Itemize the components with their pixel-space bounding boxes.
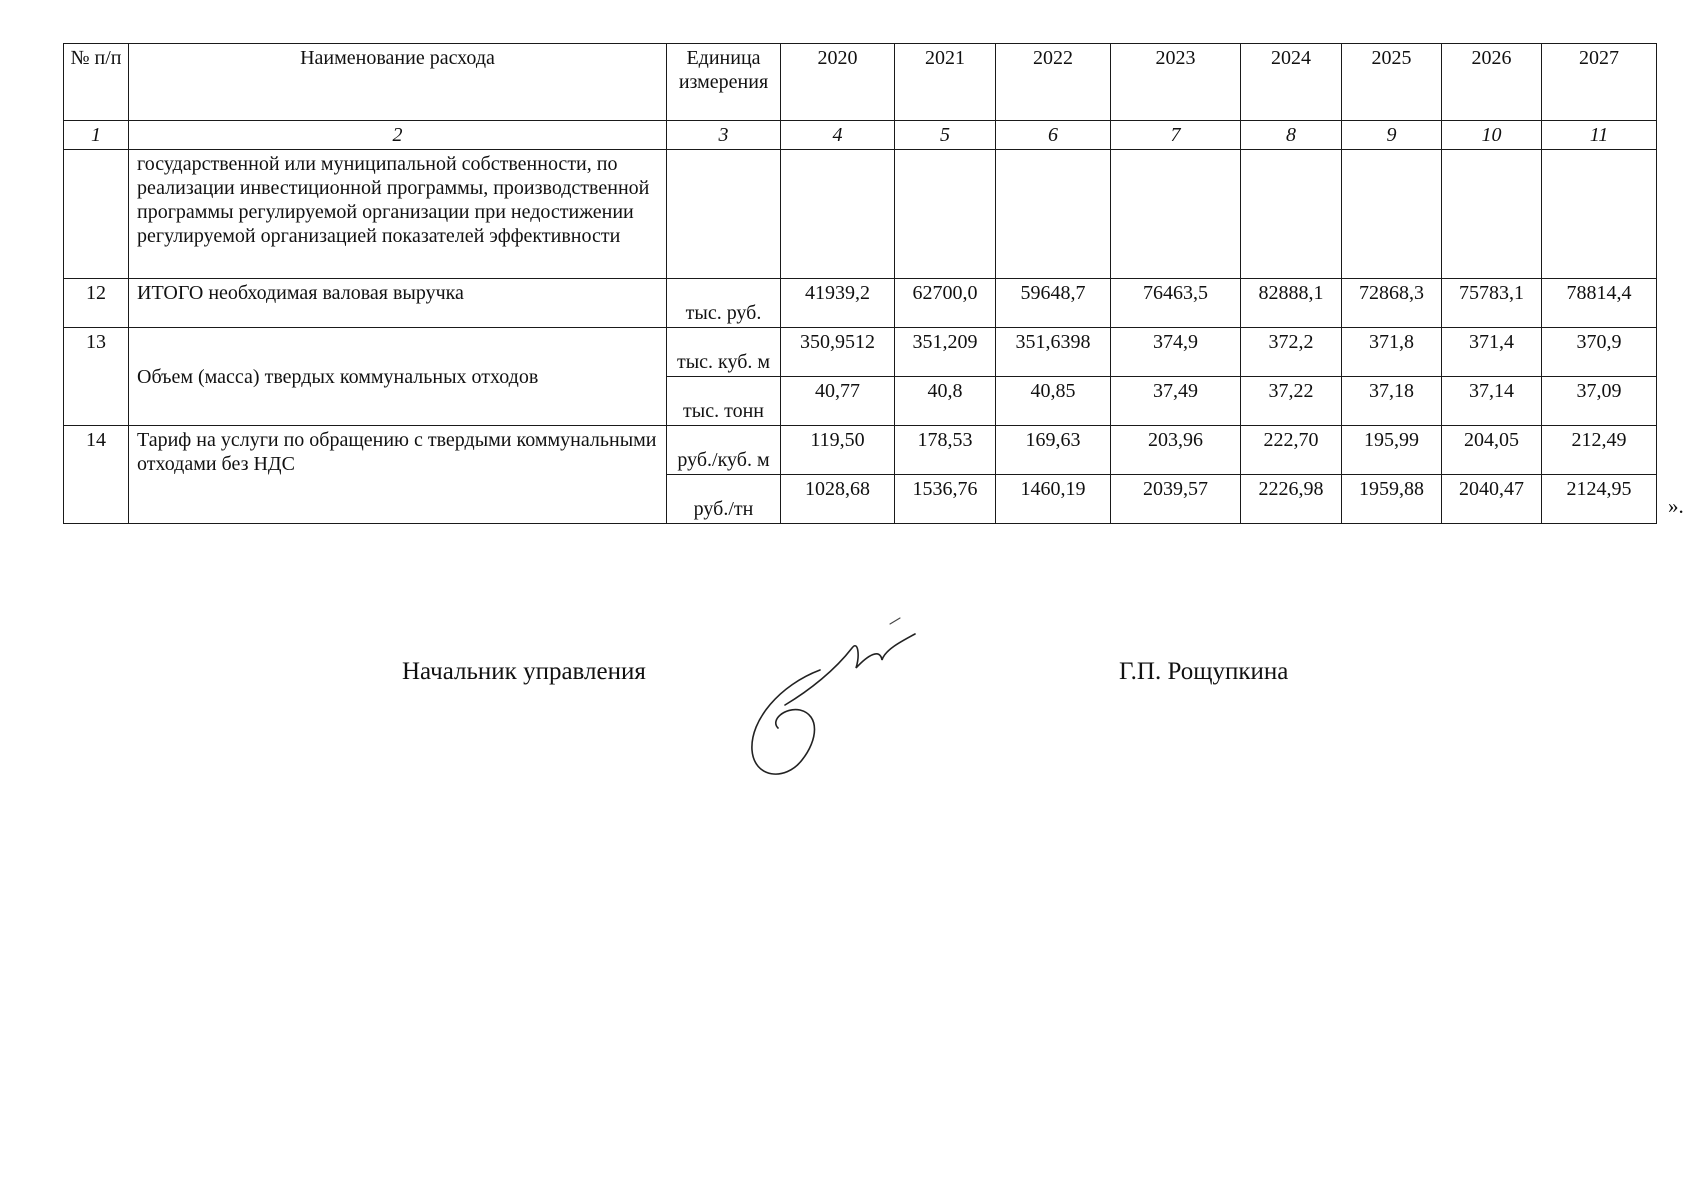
header-num: № п/п	[64, 44, 129, 121]
value-cell: 212,49	[1542, 426, 1657, 475]
header-year: 2022	[996, 44, 1111, 121]
row-unit: тыс. тонн	[667, 377, 781, 426]
value-cell: 37,14	[1442, 377, 1542, 426]
value-cell: 37,22	[1241, 377, 1342, 426]
row-num: 14	[64, 426, 129, 524]
column-number: 2	[129, 121, 667, 150]
value-cell: 178,53	[895, 426, 996, 475]
row-name: Объем (масса) твердых коммунальных отходов	[129, 328, 667, 426]
column-number: 6	[996, 121, 1111, 150]
value-cell	[1241, 150, 1342, 279]
value-cell: 37,49	[1111, 377, 1241, 426]
value-cell: 351,6398	[996, 328, 1111, 377]
signatory-name: Г.П. Рощупкина	[1119, 658, 1289, 685]
row-unit: руб./тн	[667, 475, 781, 524]
table-row	[64, 328, 1657, 377]
row-num: 12	[64, 279, 129, 328]
value-cell: 371,4	[1442, 328, 1542, 377]
column-number: 5	[895, 121, 996, 150]
value-cell: 1959,88	[1342, 475, 1442, 524]
value-cell: 78814,4	[1542, 279, 1657, 328]
value-cell: 374,9	[1111, 328, 1241, 377]
header-year: 2027	[1542, 44, 1657, 121]
value-cell: 203,96	[1111, 426, 1241, 475]
header-year: 2025	[1342, 44, 1442, 121]
value-cell: 204,05	[1442, 426, 1542, 475]
handwritten-signature	[740, 610, 970, 785]
column-number: 10	[1442, 121, 1542, 150]
column-number: 7	[1111, 121, 1241, 150]
value-cell: 59648,7	[996, 279, 1111, 328]
column-number: 3	[667, 121, 781, 150]
value-cell: 41939,2	[781, 279, 895, 328]
table-row	[64, 279, 1657, 328]
column-number-row	[64, 121, 1657, 150]
value-cell: 82888,1	[1241, 279, 1342, 328]
value-cell	[1111, 150, 1241, 279]
row-name: Тариф на услуги по обращению с твердыми коммунальными отходами без НДС	[129, 426, 667, 524]
signatory-title: Начальник управления	[402, 658, 646, 685]
value-cell	[895, 150, 996, 279]
column-number: 1	[64, 121, 129, 150]
row-num: 13	[64, 328, 129, 426]
value-cell: 76463,5	[1111, 279, 1241, 328]
table-row	[64, 426, 1657, 475]
column-number: 11	[1542, 121, 1657, 150]
value-cell	[996, 150, 1111, 279]
value-cell: 2124,95	[1542, 475, 1657, 524]
value-cell: 1460,19	[996, 475, 1111, 524]
value-cell: 62700,0	[895, 279, 996, 328]
header-name: Наименование расхода	[129, 44, 667, 121]
value-cell: 371,8	[1342, 328, 1442, 377]
value-cell: 40,77	[781, 377, 895, 426]
value-cell: 37,09	[1542, 377, 1657, 426]
value-cell: 2039,57	[1111, 475, 1241, 524]
row-unit: руб./куб. м	[667, 426, 781, 475]
tariff-table	[63, 43, 1657, 524]
value-cell: 169,63	[996, 426, 1111, 475]
value-cell: 222,70	[1241, 426, 1342, 475]
column-number: 8	[1241, 121, 1342, 150]
value-cell: 2040,47	[1442, 475, 1542, 524]
continuation-text: государственной или муниципальной собственности, по реализации инвестиционной программы, производственной программы регулируемой организации при недостижении регулируемой организацией показателей эффективности	[129, 150, 667, 279]
header-year: 2020	[781, 44, 895, 121]
value-cell: 372,2	[1241, 328, 1342, 377]
header-year: 2024	[1241, 44, 1342, 121]
row-num-cell	[64, 150, 129, 279]
value-cell: 370,9	[1542, 328, 1657, 377]
header-year: 2021	[895, 44, 996, 121]
value-cell: 40,8	[895, 377, 996, 426]
unit-cell	[667, 150, 781, 279]
header-year: 2026	[1442, 44, 1542, 121]
row-name: ИТОГО необходимая валовая выручка	[129, 279, 667, 328]
value-cell	[1542, 150, 1657, 279]
value-cell: 1536,76	[895, 475, 996, 524]
value-cell: 350,9512	[781, 328, 895, 377]
value-cell: 75783,1	[1442, 279, 1542, 328]
value-cell: 72868,3	[1342, 279, 1442, 328]
value-cell: 351,209	[895, 328, 996, 377]
value-cell: 1028,68	[781, 475, 895, 524]
column-number: 9	[1342, 121, 1442, 150]
value-cell	[1442, 150, 1542, 279]
column-number: 4	[781, 121, 895, 150]
value-cell	[781, 150, 895, 279]
value-cell: 119,50	[781, 426, 895, 475]
row-unit: тыс. руб.	[667, 279, 781, 328]
value-cell: 2226,98	[1241, 475, 1342, 524]
value-cell: 37,18	[1342, 377, 1442, 426]
row-unit: тыс. куб. м	[667, 328, 781, 377]
value-cell	[1342, 150, 1442, 279]
header-row	[64, 44, 1657, 121]
header-unit: Единица измерения	[667, 44, 781, 121]
table-row-continuation	[64, 150, 1657, 279]
value-cell: 195,99	[1342, 426, 1442, 475]
closing-quote-mark: ».	[1668, 494, 1684, 518]
header-year: 2023	[1111, 44, 1241, 121]
value-cell: 40,85	[996, 377, 1111, 426]
